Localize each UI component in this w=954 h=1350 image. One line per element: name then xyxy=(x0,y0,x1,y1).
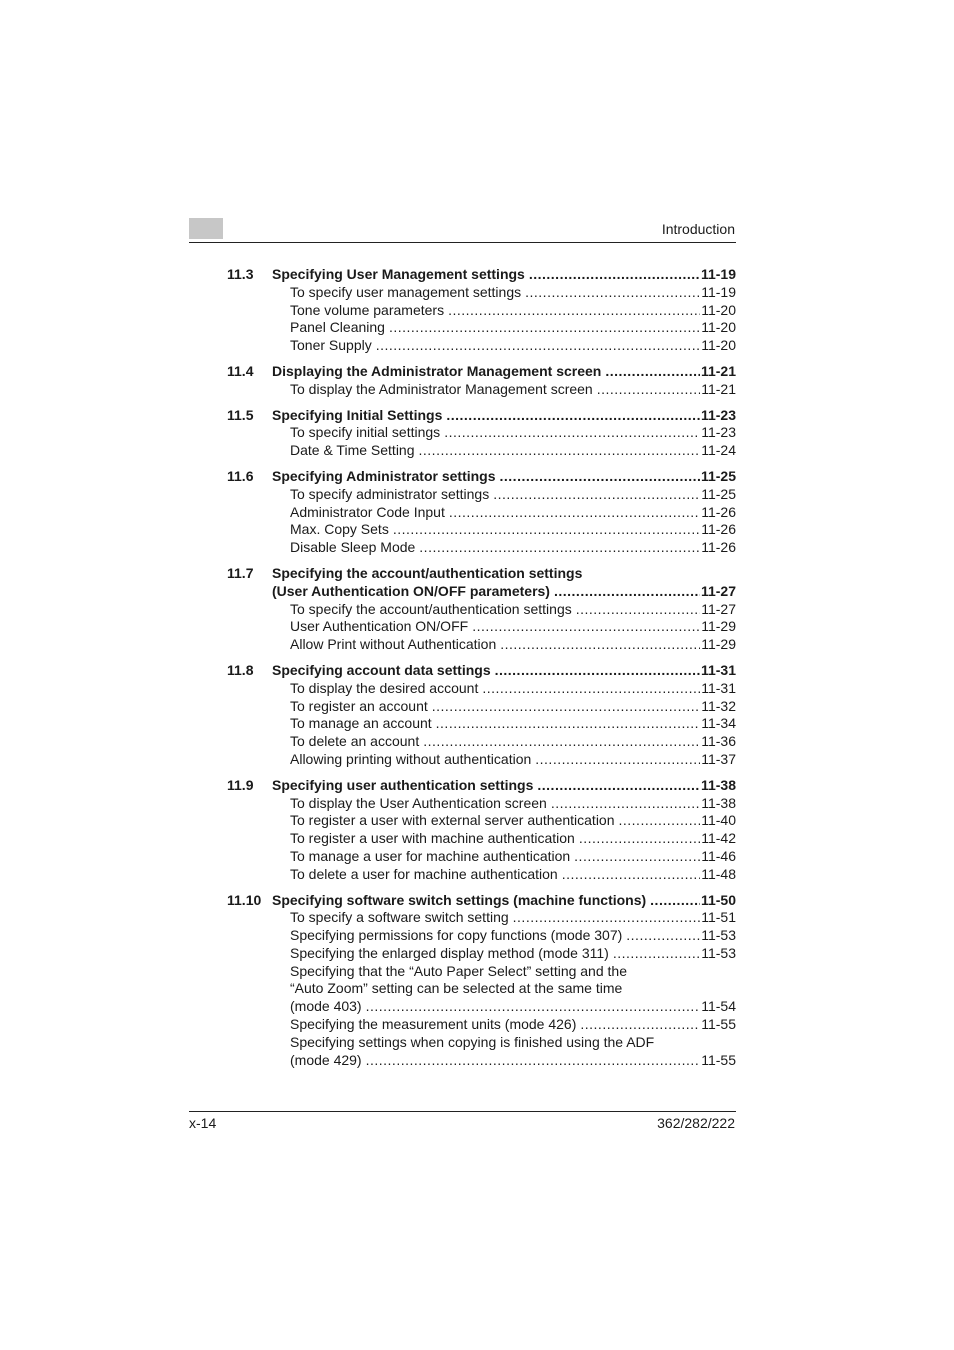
leader-dots xyxy=(432,698,700,716)
leader-dots xyxy=(419,442,701,460)
header-rule xyxy=(189,242,736,243)
toc-entry-line: Specifying settings when copying is finished using the ADF xyxy=(290,1033,655,1050)
entry-title: Specifying the enlarged display method (mode 311) xyxy=(290,944,609,961)
leader-dots xyxy=(500,636,700,654)
toc-section xyxy=(227,363,736,399)
entry-title: To specify initial settings xyxy=(290,424,441,441)
entry-page: 11-26 xyxy=(701,539,736,556)
leader-dots xyxy=(493,486,700,504)
leader-dots xyxy=(448,302,700,320)
entry-title: To register an account xyxy=(290,697,428,714)
leader-dots xyxy=(551,795,700,813)
toc-entry xyxy=(227,337,736,355)
toc-section xyxy=(227,662,736,769)
leader-dots xyxy=(513,909,701,927)
entry-page: 11-25 xyxy=(701,485,736,502)
toc-entry xyxy=(227,998,736,1016)
entry-page: 11-46 xyxy=(701,847,736,864)
leader-dots xyxy=(389,319,700,337)
entry-title: To specify administrator settings xyxy=(290,485,490,502)
entry-title: Allowing printing without authentication xyxy=(290,750,532,767)
section-page: 11-21 xyxy=(700,362,736,379)
leader-dots xyxy=(366,998,701,1016)
toc-entry xyxy=(227,751,736,769)
entry-page: 11-38 xyxy=(701,794,736,811)
section-number: 11.4 xyxy=(227,362,254,379)
toc-section-heading xyxy=(227,468,736,486)
toc-entry xyxy=(227,381,736,399)
table-of-contents xyxy=(227,266,736,1077)
leader-dots xyxy=(366,1052,701,1070)
entry-page: 11-20 xyxy=(701,301,736,318)
toc-entry xyxy=(227,601,736,619)
section-number: 11.8 xyxy=(227,661,254,678)
section-number: 11.9 xyxy=(227,776,254,793)
entry-page: 11-53 xyxy=(701,944,736,961)
entry-page: 11-54 xyxy=(701,998,736,1015)
entry-page: 11-37 xyxy=(701,750,736,767)
leader-dots xyxy=(619,812,701,830)
entry-page: 11-24 xyxy=(701,442,736,459)
leader-dots xyxy=(525,284,700,302)
leader-dots xyxy=(419,539,700,557)
section-title-line: Specifying the account/authentication settings xyxy=(272,564,583,581)
leader-dots xyxy=(650,892,700,910)
toc-entry xyxy=(227,909,736,927)
footer-page-number: x-14 xyxy=(189,1115,217,1131)
toc-entry xyxy=(227,521,736,539)
entry-title: Administrator Code Input xyxy=(290,503,445,520)
entry-page: 11-34 xyxy=(701,715,736,732)
leader-dots xyxy=(537,777,700,795)
leader-dots xyxy=(393,521,700,539)
entry-page: 11-40 xyxy=(701,812,736,829)
entry-page: 11-53 xyxy=(701,927,736,944)
leader-dots xyxy=(446,407,700,425)
toc-section xyxy=(227,565,736,654)
section-page: 11-25 xyxy=(700,467,736,484)
entry-page: 11-20 xyxy=(701,319,736,336)
entry-title: (mode 403) xyxy=(290,998,362,1015)
toc-entry xyxy=(227,636,736,654)
footer-model: 362/282/222 xyxy=(657,1115,735,1131)
section-title: Specifying software switch settings (machine functions) xyxy=(272,891,647,908)
toc-section xyxy=(227,266,736,355)
toc-section-heading xyxy=(227,892,736,910)
entry-page: 11-32 xyxy=(701,697,736,714)
toc-entry-line: “Auto Zoom” setting can be selected at the same time xyxy=(290,980,623,997)
toc-entry xyxy=(227,866,736,884)
entry-title: To specify the account/authentication settings xyxy=(290,600,572,617)
section-title: Specifying Administrator settings xyxy=(272,467,496,484)
toc-entry xyxy=(227,319,736,337)
entry-title: To specify user management settings xyxy=(290,283,522,300)
entry-page: 11-36 xyxy=(701,733,736,750)
toc-entry xyxy=(227,302,736,320)
section-number: 11.3 xyxy=(227,266,254,282)
section-title: Specifying User Management settings xyxy=(272,266,525,282)
entry-title: To delete a user for machine authentication xyxy=(290,865,558,882)
toc-entry xyxy=(227,927,736,945)
entry-page: 11-19 xyxy=(701,283,736,300)
toc-entry xyxy=(227,504,736,522)
entry-title: Specifying permissions for copy functions (mode 307) xyxy=(290,927,623,944)
entry-title: Toner Supply xyxy=(290,337,372,354)
leader-dots xyxy=(535,751,700,769)
entry-page: 11-29 xyxy=(701,636,736,653)
toc-entry xyxy=(227,539,736,557)
toc-section-heading xyxy=(227,363,736,381)
section-page: 11-38 xyxy=(700,776,736,793)
toc-section xyxy=(227,468,736,557)
entry-page: 11-48 xyxy=(701,865,736,882)
toc-entry xyxy=(227,424,736,442)
entry-title: To delete an account xyxy=(290,733,420,750)
entry-title: Disable Sleep Mode xyxy=(290,539,416,556)
leader-dots xyxy=(605,363,700,381)
leader-dots xyxy=(423,733,700,751)
entry-title: To specify a software switch setting xyxy=(290,909,509,926)
toc-section xyxy=(227,777,736,884)
entry-page: 11-42 xyxy=(701,830,736,847)
toc-entry xyxy=(227,945,736,963)
toc-entry xyxy=(227,284,736,302)
leader-dots xyxy=(554,583,700,601)
leader-dots xyxy=(449,504,700,522)
section-page: 11-27 xyxy=(700,582,736,599)
entry-page: 11-55 xyxy=(701,1051,736,1068)
toc-entry xyxy=(227,715,736,733)
leader-dots xyxy=(472,618,700,636)
toc-section xyxy=(227,892,736,1070)
toc-entry xyxy=(227,680,736,698)
toc-section-heading xyxy=(227,407,736,425)
entry-page: 11-21 xyxy=(701,380,736,397)
leader-dots xyxy=(562,866,700,884)
entry-title: Specifying the measurement units (mode 426) xyxy=(290,1016,577,1033)
leader-dots xyxy=(613,945,700,963)
toc-entry xyxy=(227,442,736,460)
section-page: 11-23 xyxy=(700,406,736,423)
toc-section-heading xyxy=(227,662,736,680)
section-page: 11-31 xyxy=(700,661,736,678)
entry-page: 11-20 xyxy=(701,337,736,354)
entry-title: To register a user with machine authentication xyxy=(290,830,575,847)
toc-entry xyxy=(227,618,736,636)
toc-section-heading-cont xyxy=(227,583,736,601)
toc-entry xyxy=(227,1052,736,1070)
leader-dots xyxy=(500,468,700,486)
section-page: 11-50 xyxy=(700,891,736,908)
toc-entry xyxy=(227,812,736,830)
toc-entry xyxy=(227,1016,736,1034)
leader-dots xyxy=(576,601,700,619)
toc-entry xyxy=(227,733,736,751)
leader-dots xyxy=(436,715,701,733)
entry-title: To manage a user for machine authentication xyxy=(290,847,571,864)
section-number: 11.6 xyxy=(227,467,254,484)
leader-dots xyxy=(495,662,700,680)
toc-entry-line: Specifying that the “Auto Paper Select” setting and the xyxy=(290,962,627,979)
entry-title: User Authentication ON/OFF xyxy=(290,618,469,635)
entry-title: To register a user with external server authentication xyxy=(290,812,615,829)
toc-section-heading xyxy=(227,565,736,583)
toc-entry xyxy=(227,848,736,866)
section-title: (User Authentication ON/OFF parameters) xyxy=(272,582,550,599)
toc-section xyxy=(227,407,736,460)
entry-title: Allow Print without Authentication xyxy=(290,636,497,653)
entry-page: 11-31 xyxy=(701,679,736,696)
entry-title: To manage an account xyxy=(290,715,432,732)
toc-entry xyxy=(227,830,736,848)
footer-rule xyxy=(189,1111,736,1112)
leader-dots xyxy=(482,680,700,698)
entry-page: 11-55 xyxy=(701,1016,736,1033)
toc-entry xyxy=(227,698,736,716)
leader-dots xyxy=(376,337,701,355)
entry-title: To display the Administrator Management screen xyxy=(290,380,593,397)
toc-entry xyxy=(227,486,736,504)
entry-page: 11-26 xyxy=(701,503,736,520)
leader-dots xyxy=(574,848,700,866)
entry-title: To display the desired account xyxy=(290,679,479,696)
entry-page: 11-29 xyxy=(701,618,736,635)
entry-page: 11-27 xyxy=(701,600,736,617)
toc-section-heading xyxy=(227,777,736,795)
entry-title: (mode 429) xyxy=(290,1051,362,1068)
entry-title: Tone volume parameters xyxy=(290,301,445,318)
entry-page: 11-26 xyxy=(701,521,736,538)
leader-dots xyxy=(626,927,700,945)
entry-title: Panel Cleaning xyxy=(290,319,385,336)
header-tab-block xyxy=(189,218,223,239)
leader-dots xyxy=(444,424,700,442)
entry-title: To display the User Authentication screen xyxy=(290,794,547,811)
entry-page: 11-51 xyxy=(701,909,736,926)
section-title: Specifying Initial Settings xyxy=(272,406,443,423)
entry-title: Max. Copy Sets xyxy=(290,521,389,538)
section-title: Specifying account data settings xyxy=(272,661,491,678)
section-number: 11.10 xyxy=(227,891,262,908)
toc-section-heading xyxy=(227,266,736,284)
section-number: 11.7 xyxy=(227,564,254,581)
leader-dots xyxy=(597,381,701,399)
toc-entry xyxy=(227,795,736,813)
leader-dots xyxy=(579,830,700,848)
section-title: Specifying user authentication settings xyxy=(272,776,534,793)
section-title: Displaying the Administrator Management screen xyxy=(272,362,602,379)
entry-page: 11-23 xyxy=(701,424,736,441)
section-page: 11-19 xyxy=(700,266,736,282)
section-number: 11.5 xyxy=(227,406,254,423)
leader-dots xyxy=(580,1016,700,1034)
leader-dots xyxy=(529,266,700,284)
header-title: Introduction xyxy=(661,221,735,237)
entry-title: Date & Time Setting xyxy=(290,442,415,459)
